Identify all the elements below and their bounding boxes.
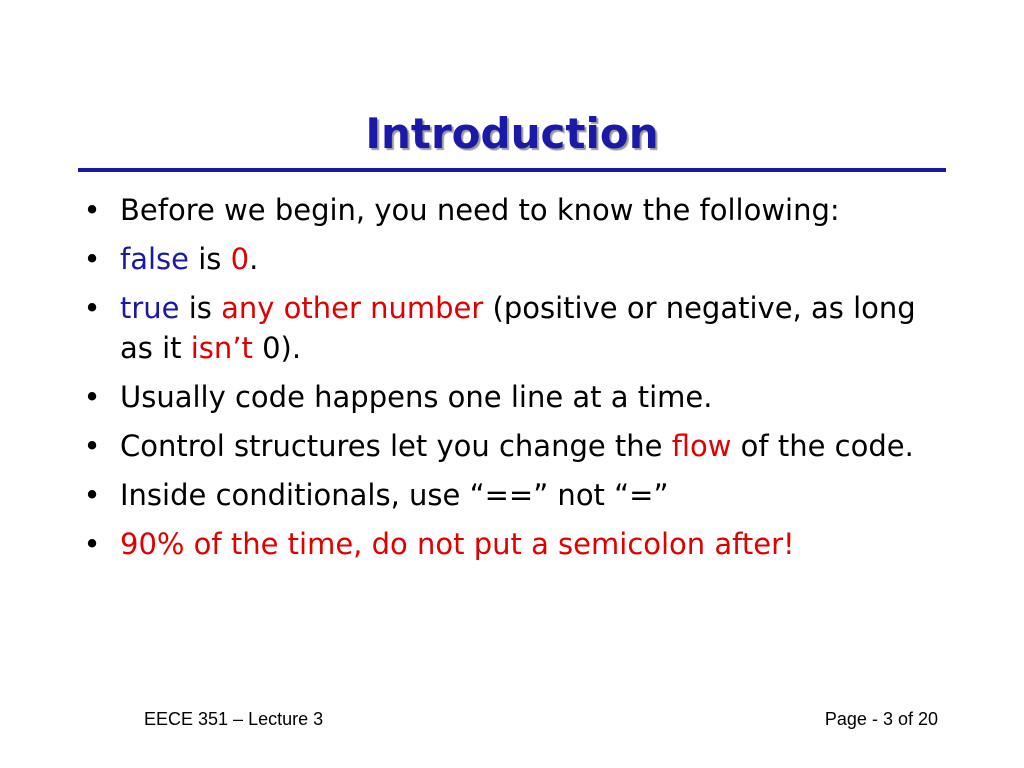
slide-title: Introduction [365, 109, 659, 158]
footer-page-number: Page - 3 of 20 [824, 709, 938, 729]
bullet-dot-icon: • [83, 291, 101, 325]
bullet-text: is [189, 242, 231, 276]
bullet-text: Before we begin, you need to know the following: [120, 193, 840, 227]
emphasis-any-other-number: any other number [221, 291, 484, 325]
bullet-text: 0). [252, 331, 302, 365]
bullet-list [82, 190, 942, 573]
bullet-dot-icon: • [83, 242, 101, 276]
bullet-item-control-structures [82, 426, 942, 466]
bullet-dot-icon: • [83, 527, 101, 561]
bullet-text: of the code. [731, 429, 914, 463]
bullet-dot-icon: • [83, 429, 101, 463]
bullet-text: Inside conditionals, use “==” not “=” [120, 478, 669, 512]
emphasis-flow: flow [671, 429, 732, 463]
bullet-text: . [249, 242, 259, 276]
bullet-item-conditionals [82, 475, 942, 515]
value-zero: 0 [230, 242, 250, 276]
bullet-item-true [82, 288, 942, 368]
title-underline [78, 168, 946, 172]
emphasis-isnt: isn’t [190, 331, 253, 365]
bullet-item-semicolon-warning [82, 524, 942, 564]
bullet-text: (positive or negative, as long as it [120, 291, 916, 365]
bullet-item-prerequisites [82, 190, 942, 230]
bullet-dot-icon: • [83, 478, 101, 512]
footer-course: EECE 351 – Lecture 3 [144, 709, 324, 729]
bullet-text: is [179, 291, 222, 325]
bullet-text: Control structures let you change the [120, 429, 672, 463]
keyword-true: true [120, 291, 180, 325]
bullet-text-warning: 90% of the time, do not put a semicolon after! [120, 527, 795, 561]
keyword-false: false [120, 242, 189, 276]
bullet-dot-icon: • [83, 380, 101, 414]
bullet-dot-icon: • [83, 193, 101, 227]
bullet-item-sequential [82, 377, 942, 417]
bullet-item-false [82, 239, 942, 279]
bullet-text: Usually code happens one line at a time. [120, 380, 713, 414]
